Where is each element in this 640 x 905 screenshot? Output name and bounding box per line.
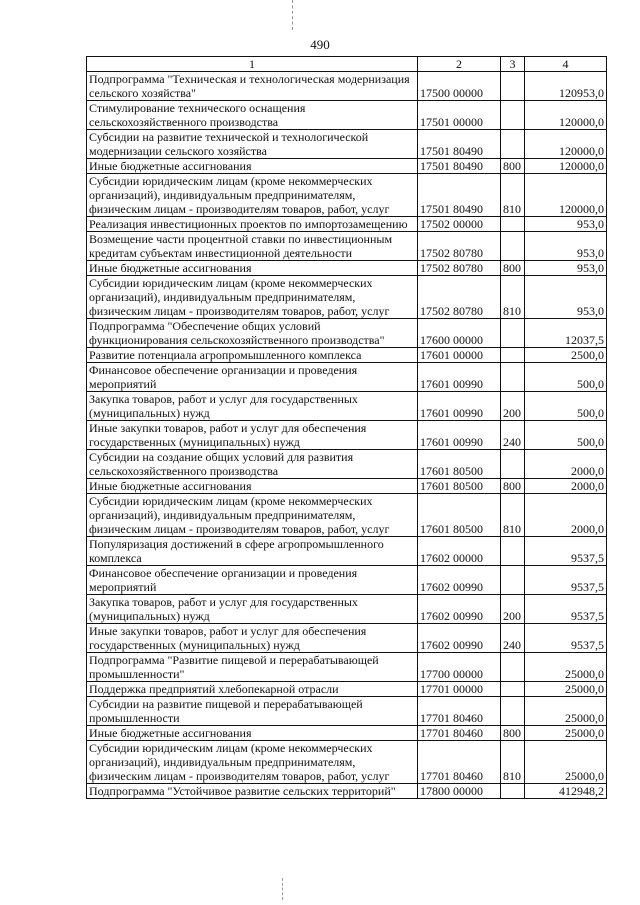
row-name-cell: Иные закупки товаров, работ и услуг для обеспечения государственных (муниципальных) нужд [87, 624, 418, 653]
table-row [87, 479, 607, 494]
header-cell-amount: 4 [525, 57, 607, 72]
row-name-cell: Субсидии на развитие пищевой и перерабатывающей промышленности [87, 697, 418, 726]
row-amount-cell: 500,0 [525, 363, 607, 392]
row-amount-cell: 9537,5 [525, 624, 607, 653]
row-code-cell: 17502 00000 [418, 217, 501, 232]
row-code-cell: 17502 80780 [418, 276, 501, 319]
table-row [87, 537, 607, 566]
row-name-cell: Закупка товаров, работ и услуг для государственных (муниципальных) нужд [87, 392, 418, 421]
row-name-cell: Иные бюджетные ассигнования [87, 726, 418, 741]
table-row [87, 159, 607, 174]
row-amount-cell: 9537,5 [525, 537, 607, 566]
row-code-cell: 17701 80460 [418, 741, 501, 784]
row-type-cell: 200 [501, 392, 525, 421]
row-name-cell: Субсидии на создание общих условий для развития сельскохозяйственного производства [87, 450, 418, 479]
row-code-cell: 17602 00000 [418, 537, 501, 566]
row-name-cell: Финансовое обеспечение организации и проведения мероприятий [87, 363, 418, 392]
table-row [87, 624, 607, 653]
row-amount-cell: 25000,0 [525, 653, 607, 682]
row-type-cell: 240 [501, 421, 525, 450]
table-row [87, 595, 607, 624]
binding-mark-bottom [282, 878, 284, 900]
row-name-cell: Субсидии юридическим лицам (кроме некоммерческих организаций), индивидуальным предпринимателям, физическим лицам - производителям товаров, работ, услуг [87, 276, 418, 319]
row-amount-cell: 2000,0 [525, 450, 607, 479]
row-name-cell: Иные бюджетные ассигнования [87, 261, 418, 276]
row-code-cell: 17601 00000 [418, 348, 501, 363]
table-row [87, 261, 607, 276]
table-row [87, 494, 607, 537]
row-name-cell: Закупка товаров, работ и услуг для государственных (муниципальных) нужд [87, 595, 418, 624]
row-code-cell: 17700 00000 [418, 653, 501, 682]
row-code-cell: 17501 80490 [418, 159, 501, 174]
table-row [87, 217, 607, 232]
row-type-cell: 810 [501, 174, 525, 217]
binding-mark-top [292, 0, 294, 30]
row-type-cell: 200 [501, 595, 525, 624]
row-code-cell: 17602 00990 [418, 566, 501, 595]
table-row [87, 232, 607, 261]
row-type-cell [501, 72, 525, 101]
row-name-cell: Субсидии юридическим лицам (кроме некоммерческих организаций), индивидуальным предпринимателям, физическим лицам - производителям товаров, работ, услуг [87, 174, 418, 217]
row-type-cell [501, 697, 525, 726]
row-name-cell: Субсидии юридическим лицам (кроме некоммерческих организаций), индивидуальным предпринимателям, физическим лицам - производителям товаров, работ, услуг [87, 741, 418, 784]
header-row [87, 57, 607, 72]
row-amount-cell: 120953,0 [525, 72, 607, 101]
table-row [87, 450, 607, 479]
row-type-cell: 800 [501, 479, 525, 494]
row-name-cell: Иные закупки товаров, работ и услуг для обеспечения государственных (муниципальных) нужд [87, 421, 418, 450]
row-name-cell: Подпрограмма "Устойчивое развитие сельских территорий" [87, 784, 418, 799]
row-amount-cell: 12037,5 [525, 319, 607, 348]
row-type-cell: 240 [501, 624, 525, 653]
header-cell-name: 1 [87, 57, 418, 72]
row-name-cell: Реализация инвестиционных проектов по импортозамещению [87, 217, 418, 232]
row-name-cell: Субсидии на развитие технической и технологической модернизации сельского хозяйства [87, 130, 418, 159]
row-type-cell: 800 [501, 726, 525, 741]
row-amount-cell: 120000,0 [525, 174, 607, 217]
row-amount-cell: 2500,0 [525, 348, 607, 363]
row-amount-cell: 953,0 [525, 276, 607, 319]
row-code-cell: 17502 80780 [418, 261, 501, 276]
row-code-cell: 17800 00000 [418, 784, 501, 799]
table-row [87, 421, 607, 450]
row-amount-cell: 25000,0 [525, 697, 607, 726]
row-type-cell [501, 101, 525, 130]
row-code-cell: 17601 80500 [418, 494, 501, 537]
row-type-cell [501, 784, 525, 799]
table-row [87, 682, 607, 697]
table-row [87, 726, 607, 741]
row-type-cell [501, 537, 525, 566]
row-type-cell [501, 348, 525, 363]
row-amount-cell: 9537,5 [525, 595, 607, 624]
row-amount-cell: 412948,2 [525, 784, 607, 799]
row-type-cell: 800 [501, 261, 525, 276]
row-name-cell: Подпрограмма "Обеспечение общих условий функционирования сельскохозяйственного производства" [87, 319, 418, 348]
row-name-cell: Субсидии юридическим лицам (кроме некоммерческих организаций), индивидуальным предпринимателям, физическим лицам - производителям товаров, работ, услуг [87, 494, 418, 537]
budget-table [86, 56, 607, 799]
row-amount-cell: 953,0 [525, 217, 607, 232]
row-amount-cell: 953,0 [525, 261, 607, 276]
row-amount-cell: 9537,5 [525, 566, 607, 595]
row-name-cell: Популяризация достижений в сфере агропромышленного комплекса [87, 537, 418, 566]
row-type-cell: 800 [501, 159, 525, 174]
row-code-cell: 17602 00990 [418, 595, 501, 624]
row-code-cell: 17601 00990 [418, 392, 501, 421]
row-type-cell [501, 566, 525, 595]
row-type-cell [501, 450, 525, 479]
table-body [87, 72, 607, 799]
row-amount-cell: 120000,0 [525, 159, 607, 174]
row-name-cell: Подпрограмма "Развитие пищевой и перерабатывающей промышленности" [87, 653, 418, 682]
row-amount-cell: 500,0 [525, 392, 607, 421]
row-type-cell [501, 653, 525, 682]
row-code-cell: 17501 80490 [418, 130, 501, 159]
row-amount-cell: 500,0 [525, 421, 607, 450]
row-type-cell [501, 217, 525, 232]
row-code-cell: 17601 00990 [418, 363, 501, 392]
row-code-cell: 17701 80460 [418, 726, 501, 741]
row-code-cell: 17502 80780 [418, 232, 501, 261]
table-row [87, 130, 607, 159]
row-amount-cell: 25000,0 [525, 726, 607, 741]
row-code-cell: 17601 00990 [418, 421, 501, 450]
table-row [87, 319, 607, 348]
row-type-cell [501, 319, 525, 348]
row-code-cell: 17701 00000 [418, 682, 501, 697]
table-row [87, 348, 607, 363]
table-row [87, 276, 607, 319]
row-amount-cell: 25000,0 [525, 682, 607, 697]
row-type-cell: 810 [501, 741, 525, 784]
row-code-cell: 17501 00000 [418, 101, 501, 130]
header-cell-code: 2 [418, 57, 501, 72]
row-type-cell [501, 363, 525, 392]
table-row [87, 697, 607, 726]
row-name-cell: Возмещение части процентной ставки по инвестиционным кредитам субъектам инвестиционной деятельности [87, 232, 418, 261]
table-row [87, 653, 607, 682]
row-amount-cell: 25000,0 [525, 741, 607, 784]
table-row [87, 392, 607, 421]
table-row [87, 741, 607, 784]
row-code-cell: 17601 80500 [418, 450, 501, 479]
row-amount-cell: 2000,0 [525, 479, 607, 494]
row-code-cell: 17500 00000 [418, 72, 501, 101]
header-cell-type: 3 [501, 57, 525, 72]
row-amount-cell: 120000,0 [525, 130, 607, 159]
row-type-cell [501, 682, 525, 697]
row-amount-cell: 2000,0 [525, 494, 607, 537]
row-code-cell: 17602 00990 [418, 624, 501, 653]
row-code-cell: 17701 80460 [418, 697, 501, 726]
table-row [87, 101, 607, 130]
table-row [87, 566, 607, 595]
row-code-cell: 17600 00000 [418, 319, 501, 348]
table-row [87, 784, 607, 799]
row-type-cell [501, 232, 525, 261]
page-number: 490 [310, 37, 330, 52]
row-code-cell: 17501 80490 [418, 174, 501, 217]
row-name-cell: Поддержка предприятий хлебопекарной отрасли [87, 682, 418, 697]
row-name-cell: Подпрограмма "Техническая и технологическая модернизация сельского хозяйства" [87, 72, 418, 101]
row-type-cell: 810 [501, 276, 525, 319]
row-name-cell: Стимулирование технического оснащения сельскохозяйственного производства [87, 101, 418, 130]
row-name-cell: Иные бюджетные ассигнования [87, 159, 418, 174]
table-row [87, 363, 607, 392]
row-type-cell [501, 130, 525, 159]
row-type-cell: 810 [501, 494, 525, 537]
table-row [87, 174, 607, 217]
row-amount-cell: 120000,0 [525, 101, 607, 130]
row-code-cell: 17601 80500 [418, 479, 501, 494]
row-amount-cell: 953,0 [525, 232, 607, 261]
row-name-cell: Развитие потенциала агропромышленного комплекса [87, 348, 418, 363]
row-name-cell: Финансовое обеспечение организации и проведения мероприятий [87, 566, 418, 595]
row-name-cell: Иные бюджетные ассигнования [87, 479, 418, 494]
table-row [87, 72, 607, 101]
